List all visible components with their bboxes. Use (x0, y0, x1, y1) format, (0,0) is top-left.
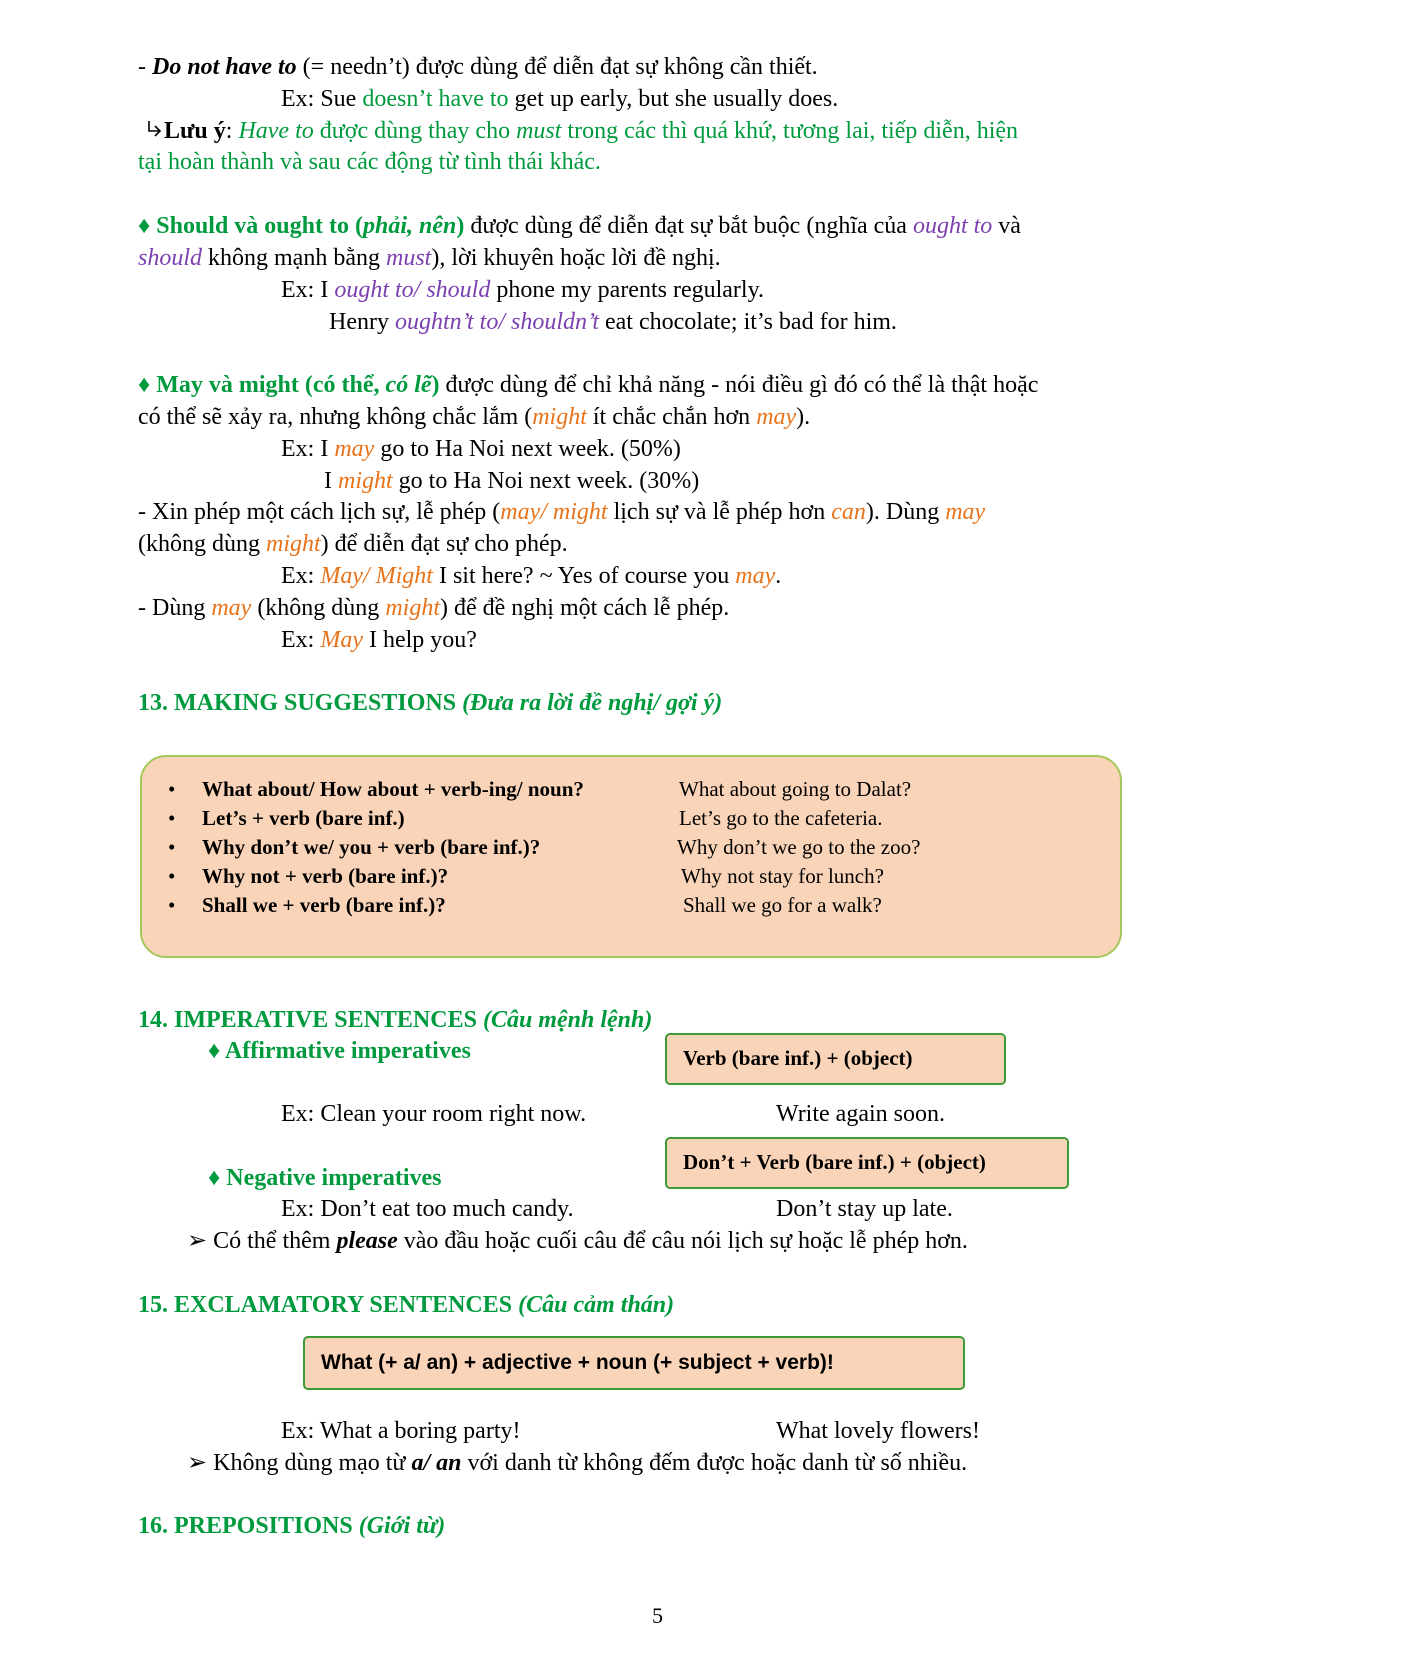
suggestion-example: What about going to Dalat? (679, 777, 912, 801)
affirmative-example-1: Ex: Clean your room right now. (281, 1101, 587, 1127)
suggestion-pattern: Shall we + verb (bare inf.)? (202, 893, 446, 917)
exclamatory-formula-box: What (+ a/ an) + adjective + noun (+ subject + verb)! (303, 1336, 965, 1390)
may-heading: ♦ May và might (có thể, có lẽ) được dùng để chỉ khả năng - nói điều gì đó có thể là thật hoặc (138, 372, 1039, 398)
may-example-2: I might go to Ha Noi next week. (30%) (324, 468, 700, 494)
affirmative-formula-box: Verb (bare inf.) + (object) (665, 1033, 1006, 1085)
page-number: 5 (652, 1603, 663, 1628)
do-not-have-to-line: - Do not have to (= needn’t) được dùng để diễn đạt sự không cần thiết. (138, 54, 818, 80)
may-example-1: Ex: I may go to Ha Noi next week. (50%) (281, 436, 681, 462)
suggestion-example: Shall we go for a walk? (683, 893, 882, 917)
section-15-heading: 15. EXCLAMATORY SENTENCES (Câu cảm thán) (138, 1292, 675, 1318)
article-note: ➢ Không dùng mạo từ a/ an với danh từ không đếm được hoặc danh từ số nhiều. (187, 1450, 968, 1476)
affirmative-example-2: Write again soon. (776, 1101, 945, 1127)
offer-line: - Dùng may (không dùng might) để đề nghị một cách lễ phép. (138, 595, 730, 621)
may-line2: có thể sẽ xảy ra, nhưng không chắc lắm (might ít chắc chắn hơn may). (138, 404, 811, 430)
bullet: • (168, 835, 176, 859)
may-example-3: Ex: May/ Might I sit here? ~ Yes of course you may. (281, 563, 782, 589)
negative-heading: ♦ Negative imperatives (208, 1165, 442, 1191)
should-example-1: Ex: I ought to/ should phone my parents regularly. (281, 277, 765, 303)
please-note: ➢ Có thể thêm please vào đầu hoặc cuối câu để câu nói lịch sự hoặc lễ phép hơn. (187, 1228, 968, 1254)
section-13-heading: 13. MAKING SUGGESTIONS (Đưa ra lời đề nghị/ gợi ý) (138, 690, 723, 716)
permission-line: - Xin phép một cách lịch sự, lễ phép (may/ might lịch sự và lễ phép hơn can). Dùng may (138, 499, 986, 525)
suggestion-pattern: Why don’t we/ you + verb (bare inf.)? (202, 835, 541, 859)
suggestion-pattern: What about/ How about + verb-ing/ noun? (202, 777, 584, 801)
suggestion-pattern: Let’s + verb (bare inf.) (202, 806, 405, 830)
section-16-heading: 16. PREPOSITIONS (Giới từ) (138, 1513, 446, 1539)
exclamatory-example-1: Ex: What a boring party! (281, 1418, 521, 1444)
negative-formula-box: Don’t + Verb (bare inf.) + (object) (665, 1137, 1069, 1189)
have-to-note-line2: tại hoàn thành và sau các động từ tình thái khác. (138, 149, 601, 175)
suggestion-example: Why not stay for lunch? (681, 864, 884, 888)
may-example-4: Ex: May I help you? (281, 627, 477, 653)
affirmative-heading: ♦ Affirmative imperatives (208, 1038, 471, 1064)
suggestion-row (142, 775, 1120, 804)
suggestion-example: Let’s go to the cafeteria. (679, 806, 883, 830)
bullet: • (168, 777, 176, 801)
section-14-heading: 14. IMPERATIVE SENTENCES (Câu mệnh lệnh) (138, 1007, 653, 1033)
negative-example-1: Ex: Don’t eat too much candy. (281, 1196, 574, 1222)
bullet: • (168, 806, 176, 830)
negative-example-2: Don’t stay up late. (776, 1196, 953, 1222)
suggestion-row (142, 804, 1120, 833)
should-example-2: Henry oughtn’t to/ shouldn’t eat chocolate; it’s bad for him. (329, 309, 897, 335)
have-to-note: Lưu ý: Have to được dùng thay cho must trong các thì quá khứ, tương lai, tiếp diễn, hiện (144, 116, 1018, 146)
bullet: • (168, 893, 176, 917)
permission-line2: (không dùng might) để diễn đạt sự cho phép. (138, 531, 568, 557)
exclamatory-example-2: What lovely flowers! (776, 1418, 980, 1444)
have-to-example: Ex: Sue doesn’t have to get up early, but she usually does. (281, 86, 839, 112)
suggestion-row (142, 862, 1120, 891)
suggestion-example: Why don’t we go to the zoo? (677, 835, 921, 859)
should-line2: should không mạnh bằng must), lời khuyên hoặc lời đề nghị. (138, 245, 721, 271)
suggestions-box (140, 755, 1122, 958)
bullet: • (168, 864, 176, 888)
suggestion-pattern: Why not + verb (bare inf.)? (202, 864, 449, 888)
suggestion-row (142, 891, 1120, 920)
should-heading: ♦ Should và ought to (phải, nên) được dùng để diễn đạt sự bắt buộc (nghĩa của ought to và (138, 213, 1021, 239)
suggestion-row (142, 833, 1120, 862)
arrow-icon (144, 119, 164, 141)
